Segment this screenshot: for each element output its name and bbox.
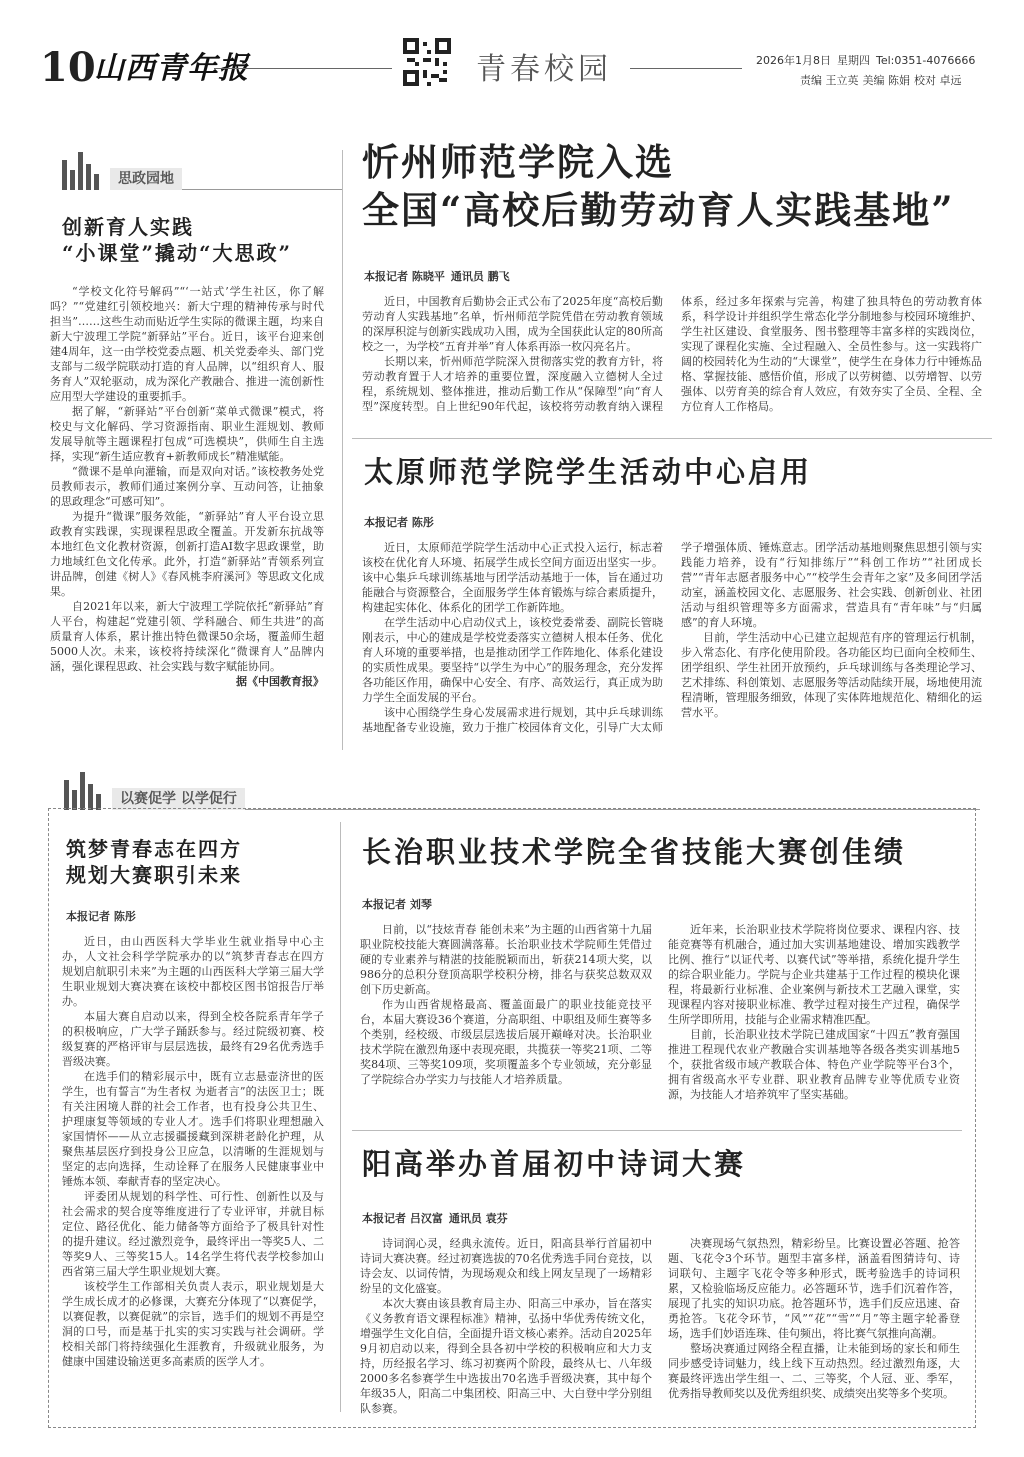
article2-reporter: 本报记者 陈晓平 xyxy=(364,270,445,283)
article4-paragraph: 评委团从规划的科学性、可行性、创新性以及与社会需求的契合度等维度进行了专业评审，并就目标定位、路径优化、能力储备等方面给予了极具针对性的提升建议。经过激烈竞争，最终评出一等奖5人、二等奖9人、三等奖15人。14名学生将代表学校参加山西省第三届大学生职业规划大赛。 xyxy=(62,1190,324,1278)
article2-paragraph: 长期以来，忻州师范学院深入贯彻落实党的教育方针，将劳动教育置于人才培养的重要位置，深度融入立德树人全过程，系统规划、整体推进，推动后勤工作从“保障型”向“育人型”深度转型。自上世纪90年代起，该校将劳动教育纳入课程体系，经过多年探索与完善，构建了独具特色的劳动教育体系，科学设计并组织学生常态化学分制地参与校园环境维护、学生社区建设、食堂服务、图书整理等丰富多样的实践岗位，实现了课程化实施、全过程融入、全员性参与。这一实践将广阔的校园转化为生动的“大课堂”，使学生在身体力行中锤炼品格、掌握技能、感悟价值，形成了以劳树德、以劳增智、以劳强体、以劳育美的综合育人效应，有效夯实了全员、全程、全方位育人工作格局。 xyxy=(362,295,982,413)
article6-paragraph: 本次大赛由该县教育局主办、阳高三中承办，旨在落实《义务教育语文课程标准》精神，弘扬中华优秀传统文化，增强学生文化自信，全面提升语文核心素养。活动自2025年9月初启动以来，得到全县各初中学校的积极响应和大力支持，历经报名学习、练习初赛两个阶段，最终从七、八年级2000多名参赛学生中选拔出70名选手晋级决赛，其中每个年级35人，阳高二中集团校、阳高三中、大白登中学分别组队参赛。 xyxy=(360,1297,652,1415)
newspaper-logo: 山西青年报 xyxy=(94,51,249,86)
article2-correspondent: 通讯员 鹏飞 xyxy=(450,270,510,283)
date-line xyxy=(756,52,981,68)
masthead-rule-right xyxy=(630,68,742,69)
article3-byline xyxy=(364,514,440,530)
article3-paragraph: 在学生活动中心启动仪式上，该校党委常委、副院长管晓刚表示，中心的建成是学校党委落实立德树人根本任务、优化育人环境的重要举措，也是推动团学工作阵地化、体系化建设的实质性成果。要坚持“以学生为中心”的服务理念，充分发挥各功能区作用，确保中心安全、有序、高效运行，真正成为助力学生全面发展的平台。 xyxy=(362,616,663,704)
article6-correspondent: 通讯员 袁芬 xyxy=(448,1212,508,1225)
article5-body xyxy=(360,922,960,1102)
proofreader-name: 校对 卓远 xyxy=(914,74,962,87)
column-label-sizheng xyxy=(60,148,342,190)
article3-body xyxy=(362,540,982,735)
bar-ornament-icon xyxy=(60,148,106,190)
article5-paragraph: 日前，以“技炫青春 能创未来”为主题的山西省第十九届职业院校技能大赛圆满落幕。长治职业技术学院师生凭借过硬的专业素养与精湛的技能脱颖而出，斩获214项大奖，以986分的总积分登顶高职学校积分榜，排名与获奖总数双双创下历史新高。 xyxy=(360,923,652,996)
article5-reporter: 本报记者 刘琴 xyxy=(362,898,432,911)
article1-paragraph: “学校文化符号解码”“‘一站式’学生社区，你了解吗？”“党建红引领校地兴：新大宁理的精神传承与时代担当”……这些生动而贴近学生实际的微课主题，均来自新大宁波理工学院“新驿站”平台。近日，该平台迎来创建4周年，这一由学校党委点题、机关党委牵头、部门党支部与二级学院联动打造的育人品牌，以“组织育人、服务育人”双轮驱动，成为深化产教融合、推进一流创新性应用型大学建设的重要抓手。 xyxy=(50,285,324,403)
article1-paragraph: 为提升“微课”服务效能，“新驿站”育人平台设立思政教育实践课，实现课程思政全覆盖。开发新东抗战等本地红色文化教材资源，创新打造AI数字思政课堂，助力地域红色文化传承。此外，打造“新驿站”青领系列宣讲品牌，创建《树人》《春风桃李府溪河》等思政文化成果。 xyxy=(50,510,324,598)
editor-credits xyxy=(800,72,966,88)
article1-paragraph: 据了解，“新驿站”平台创新“菜单式微课”模式，将校史与文化解码、学习资源指南、职业生涯规划、教师发展导航等主题课程打包成“可选模块”，供师生自主选择，实现“新生适应教育+新教师成长”精准赋能。 xyxy=(50,405,324,463)
issue-date: 2026年1月8日 xyxy=(756,54,831,67)
article4-title-line1: 筑梦青春志在四方 xyxy=(66,837,242,861)
article1-title-line2: “小课堂”撬动“大思政” xyxy=(62,241,293,265)
article3-paragraph: 近日，太原师范学院学生活动中心正式投入运行，标志着该校在优化育人环境、拓展学生成长空间方面迈出坚实一步。该中心集乒乓球训练基地与团学活动基地于一体，旨在通过功能融合与资源整合，全面服务学生体育锻炼与综合素质提升，构建起实体化、体系化的团学工作新阵地。 xyxy=(362,541,663,614)
article3-paragraph: 目前，学生活动中心已建立起规范有序的管理运行机制，步入常态化、有序化使用阶段。各功能区均已面向全校师生、团学组织、学生社团开放预约，乒乓球训练与各类理论学习、艺术排练、科创策划、志愿服务等活动陆续开展，场地使用流程清晰，管理服务细致，体现了实体阵地规范化、精细化的运营水平。 xyxy=(681,631,982,719)
article6-reporter: 本报记者 吕汉富 xyxy=(362,1212,443,1225)
article6-title: 阳高举办首届初中诗词大赛 xyxy=(362,1147,747,1181)
column-label-text: 以赛促学 以学促行 xyxy=(112,788,245,810)
article5-byline xyxy=(362,896,438,912)
article2-byline xyxy=(364,268,516,284)
contact-tel: Tel:0351-4076666 xyxy=(876,54,976,67)
issue-weekday: 星期四 xyxy=(837,54,870,67)
designer-name: 美编 陈娟 xyxy=(862,74,910,87)
qr-code-icon xyxy=(403,38,451,86)
column-divider xyxy=(342,150,343,750)
column-label-yisai xyxy=(62,768,980,810)
article6-paragraph: 决赛现场气氛热烈，精彩纷呈。比赛设置必答题、抢答题、飞花令3个环节。题型丰富多样，涵盖看图猜诗句、诗词联句、主题字飞花令等多种形式，既考验选手的诗词积累，又检验临场反应能力。必答题环节，选手们沉着作答，展现了扎实的知识功底。抢答题环节，选手们反应迅速、奋勇抢答。飞花令环节，“风”“花”“雪”“月”等主题字轮番登场，选手们妙语连珠、佳句频出，将比赛气氛推向高潮。 xyxy=(668,1237,960,1340)
article4-paragraph: 在选手们的精彩展示中，既有立志悬壶济世的医学生，也有誓言“为生者权 为逝者言”的法医卫士；既有关注困境人群的社会工作者，也有投身公共卫生、护理康复等领域的专业人才。选手们将职业理想融入家国情怀——从立志援疆援藏到深耕老龄化护理，从聚焦基层医疗到投身公卫应急，以清晰的生涯规划与坚定的志向选择，生动诠释了在服务人民健康事业中锤炼本领、奉献青春的坚定决心。 xyxy=(62,1070,324,1188)
article2-title-line2: 全国“高校后勤劳动育人实践基地” xyxy=(362,188,955,232)
article5-paragraph: 目前，长治职业技术学院已建成国家“十四五”教育强国推进工程现代农业产教融合实训基地等各级各类实训基地5个，获批省级市域产教联合体、特色产业学院等平台3个，拥有省级高水平专业群、职业教育品牌专业等优质专业资源，为技能人才培养筑牢了坚实基础。 xyxy=(668,1028,960,1101)
article6-byline xyxy=(362,1210,514,1226)
page-number: 10 xyxy=(40,44,96,91)
article1-paragraph: 自2021年以来，新大宁波理工学院依托“新驿站”育人平台，构建起“党建引领、学科融合、师生共进”的高质量育人体系，累计推出特色微课50余场，覆盖师生超5000人次。未来，该校将持续深化“微课育人”品牌内涵，强化课程思政、社会实践与数字赋能协同。 xyxy=(50,600,324,673)
masthead-rule-left xyxy=(214,68,392,69)
article2-title xyxy=(362,138,1002,234)
article5-title: 长治职业技术学院全省技能大赛创佳绩 xyxy=(362,835,907,869)
article4-title-line2: 规划大赛职引未来 xyxy=(66,863,242,887)
article2-paragraph: 近日，中国教育后勤协会正式公布了2025年度“高校后勤劳动育人实践基地”名单，忻州师范学院凭借在劳动教育领域的深厚积淀与创新实践成功入围，成为全国获此认定的80所高校之一，为学校“五育并举”育人体系再添一枚闪亮名片。 xyxy=(362,295,663,353)
article2-title-line1: 忻州师范学院入选 xyxy=(362,140,674,184)
article3-reporter: 本报记者 陈彤 xyxy=(364,516,434,529)
section-divider xyxy=(352,1130,962,1131)
article4-paragraph: 本届大赛自启动以来，得到全校各院系青年学子的积极响应，广大学子踊跃参与。经过院级初赛、校级复赛的严格评审与层层选拔，最终有29名优秀选手晋级决赛。 xyxy=(62,1010,324,1068)
article6-paragraph: 诗词润心灵，经典永流传。近日，阳高县举行首届初中诗词大赛决赛。经过初赛选拔的70名优秀选手同台竞技，以诗会友、以词传情，为现场观众和线上网友呈现了一场精彩纷呈的文化盛宴。 xyxy=(360,1237,652,1295)
article4-reporter: 本报记者 陈彤 xyxy=(66,910,136,923)
article1-body xyxy=(50,284,324,689)
article6-body xyxy=(360,1236,960,1416)
article4-paragraph: 该校学生工作部相关负责人表示，职业规划是大学生成长成才的必修课，大赛充分体现了“以赛促学，以赛促教，以赛促就”的宗旨，选手们的规划不再是空洞的口号，而是基于扎实的实习实践与社会调研。学校相关部门将持续强化生涯教育，升级就业服务，为健康中国建设输送更多高素质的医学人才。 xyxy=(62,1280,324,1368)
article3-title: 太原师范学院学生活动中心启用 xyxy=(364,455,813,489)
bar-ornament-icon xyxy=(62,768,108,810)
article4-title xyxy=(66,836,336,888)
article4-paragraph: 近日，由山西医科大学毕业生就业指导中心主办，人文社会科学学院承办的以“筑梦青春志在四方 规划启航职引未来”为主题的山西医科大学第三届大学生职业规划大赛决赛在该校中都校区图书馆报告厅举办。 xyxy=(62,935,324,1008)
section-divider xyxy=(352,438,992,439)
editor-name: 责编 王立英 xyxy=(800,74,859,87)
article1-paragraph: “微课不是单向灌输，而是双向对话。”该校教务处党员教师表示，教师们通过案例分享、互动问答，让抽象的思政理念“可感可知”。 xyxy=(50,465,324,508)
article1-title xyxy=(62,214,342,266)
article5-paragraph: 近年来，长治职业技术学院将岗位要求、课程内容、技能竞赛等有机融合，通过加大实训基地建设、增加实践教学比例、推行“以证代考、以赛代试”等举措，系统化提升学生的综合职业能力。学院与企业共建基于工作过程的模块化课程，将最新行业标准、企业案例与新技术工艺融入课堂，实现课程内容对接职业标准、教学过程对接生产过程，确保学生所学即所用，技能与企业需求精准匹配。 xyxy=(668,923,960,1026)
article4-byline xyxy=(66,908,142,924)
section-title: 青春校园 xyxy=(476,52,612,87)
article1-title-line1: 创新育人实践 xyxy=(62,215,194,239)
article1-source: 据《中国教育报》 xyxy=(236,675,324,688)
column-label-text: 思政园地 xyxy=(110,168,182,190)
article4-body xyxy=(62,934,324,1369)
column-divider xyxy=(340,822,341,1412)
article3-paragraph: 该中心围绕学生身心发展需求进行规划，其中乒乓球训练基地配备专业设施，致力于推广校园体育文化，引导广大太师学子增强体质、锤炼意志。团学活动基地则聚焦思想引领与实践能力培养，设有“行知排练厅”“科创工作坊”“社团成长营”“青年志愿者服务中心”“校学生会青年之家”及多间团学活动室，涵盖校园文化、志愿服务、社会实践、创新创业、社团活动与组织管理等多方面需求，营造具有“青年味”与“归属感”的育人环境。 xyxy=(362,541,982,734)
article6-paragraph: 整场决赛通过网络全程直播，让未能到场的家长和师生同步感受诗词魅力，线上线下互动热烈。经过激烈角逐，大赛最终评选出学生组一、二、三等奖，个人冠、亚、季军，优秀指导教师奖以及优秀组织奖、成绩突出奖等多个奖项。 xyxy=(668,1342,960,1400)
article5-paragraph: 作为山西省规格最高、覆盖面最广的职业技能竞技平台，本届大赛设36个赛道，分高职组、中职组及师生赛等多个类别，经校级、市级层层选拔后展开巅峰对决。长治职业技术学院在激烈角逐中表现亮眼，共揽获一等奖21项、二等奖84项、三等奖109项，奖项覆盖多个专业领域，充分彰显了学院综合办学实力与技能人才培养质量。 xyxy=(360,998,652,1086)
article2-body xyxy=(362,294,982,414)
